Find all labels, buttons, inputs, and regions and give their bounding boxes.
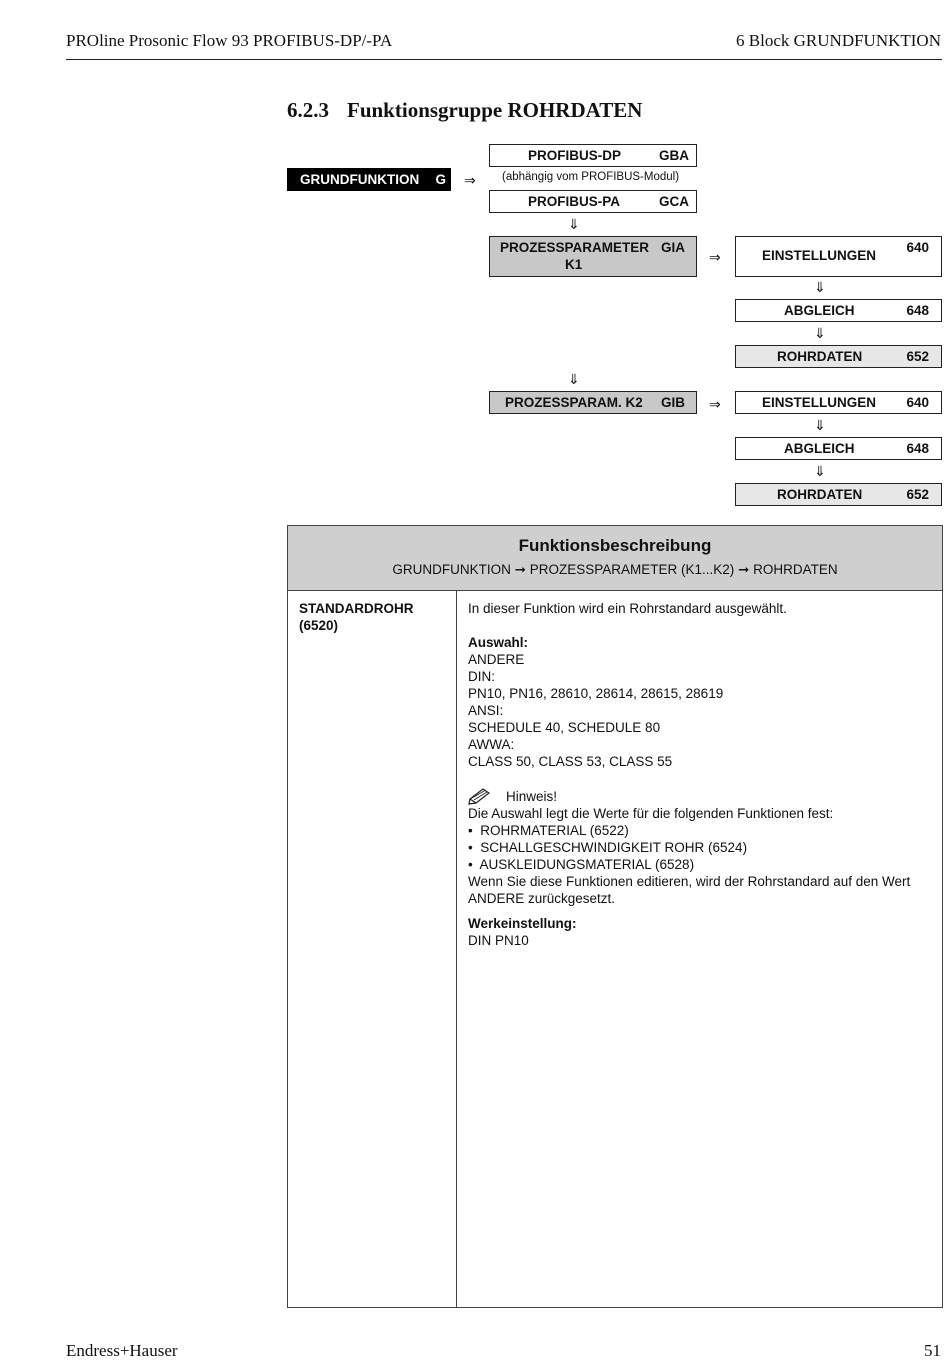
box-code: GBA (659, 148, 689, 163)
box-label: ABGLEICH (784, 303, 855, 318)
section-title-text: Funktionsgruppe ROHRDATEN (347, 98, 643, 122)
arrow-right-icon: ⇒ (464, 172, 476, 188)
arrow-down-icon: ⇓ (814, 463, 826, 479)
footer-brand: Endress+Hauser (66, 1341, 178, 1360)
box-label: ABGLEICH (784, 441, 855, 456)
box-code: 648 (906, 441, 929, 456)
box-code: GIB (660, 395, 685, 410)
running-header-right: 6 Block GRUNDFUNKTION (736, 31, 941, 50)
selection-line: DIN: (468, 669, 495, 684)
grundfunktion-box[interactable] (287, 168, 451, 191)
k1-rohrdaten-box[interactable] (735, 345, 942, 368)
default-value: DIN PN10 (468, 933, 529, 948)
profibus-module-note: (abhängig vom PROFIBUS-Modul) (502, 171, 680, 183)
menu-path: GRUNDFUNKTION ➞ PROZESSPARAMETER (K1...K2) ➞ ROHRDATEN (392, 562, 838, 577)
profibus-pa-box[interactable] (489, 190, 697, 213)
arrow-right-icon: ⇒ (709, 249, 721, 265)
arrow-down-icon: ⇓ (814, 325, 826, 341)
arrow-down-icon: ⇓ (814, 279, 826, 295)
description-intro: In dieser Funktion wird ein Rohrstandard ausgewählt. (468, 601, 787, 616)
prozessparameter-k2-box[interactable] (489, 391, 697, 414)
function-description (468, 600, 928, 949)
selection-line: CLASS 50, CLASS 53, CLASS 55 (468, 754, 673, 769)
page-number: 51 (924, 1341, 941, 1360)
arrow-down-icon: ⇓ (568, 216, 580, 232)
bullet-text: AUSKLEIDUNGSMATERIAL (6528) (479, 857, 695, 872)
hint-label: Hinweis! (506, 789, 558, 804)
arrow-right-icon: ⇒ (709, 396, 721, 412)
bullet-icon: • (468, 823, 473, 838)
bullet-text: ROHRMATERIAL (6522) (480, 823, 629, 838)
box-label: GRUNDFUNKTION (300, 172, 420, 187)
selection-line: AWWA: (468, 737, 515, 752)
function-name (299, 600, 414, 634)
box-code: GCA (659, 194, 689, 209)
arrow-down-icon: ⇓ (814, 417, 826, 433)
column-divider (456, 590, 457, 1307)
list-item (468, 856, 928, 873)
box-code: 640 (906, 395, 929, 410)
box-code: G (435, 172, 446, 187)
running-header-left: PROline Prosonic Flow 93 PROFIBUS-DP/-PA (66, 31, 393, 50)
arrow-down-icon: ⇓ (568, 371, 580, 387)
bullet-icon: • (468, 840, 473, 855)
selection-line: ANDERE (468, 652, 525, 667)
list-item (468, 839, 928, 856)
k2-einstellungen-box[interactable] (735, 391, 942, 414)
box-code: 652 (906, 487, 929, 502)
box-label: PROZESSPARAM. K2 (505, 395, 643, 410)
function-description-table (287, 525, 943, 1308)
box-label: EINSTELLUNGEN (762, 248, 877, 263)
box-code: GIA (660, 240, 685, 255)
k1-einstellungen-box[interactable] (735, 236, 942, 277)
header-rule (66, 59, 942, 60)
box-label: ROHRDATEN (777, 349, 863, 364)
hint-text: Die Auswahl legt die Werte für die folgenden Funktionen fest: (468, 806, 834, 821)
selection-line: ANSI: (468, 703, 504, 718)
box-label: PROZESSPARAMETER (500, 240, 650, 255)
section-title (287, 98, 642, 123)
box-code: 640 (906, 240, 929, 255)
selection-label: Auswahl: (468, 635, 529, 650)
hint-heading (468, 787, 928, 805)
k1-abgleich-box[interactable] (735, 299, 942, 322)
section-number: 6.2.3 (287, 98, 329, 122)
function-name-text: STANDARDROHR (299, 601, 414, 616)
box-label: ROHRDATEN (777, 487, 863, 502)
table-header (288, 526, 942, 591)
pencil-icon (468, 787, 492, 805)
function-id: (6520) (299, 618, 339, 633)
selection-line: PN10, PN16, 28610, 28614, 28615, 28619 (468, 686, 724, 701)
k2-rohrdaten-box[interactable] (735, 483, 942, 506)
box-label: PROFIBUS-PA (528, 194, 621, 209)
bullet-icon: • (468, 857, 473, 872)
box-label: PROFIBUS-DP (528, 148, 622, 163)
table-heading: Funktionsbeschreibung (518, 536, 712, 555)
prozessparameter-k1-box[interactable] (489, 236, 697, 277)
box-code: 648 (906, 303, 929, 318)
default-label: Werkeinstellung: (468, 916, 577, 931)
box-label: EINSTELLUNGEN (762, 395, 877, 410)
box-code: 652 (906, 349, 929, 364)
k2-abgleich-box[interactable] (735, 437, 942, 460)
profibus-dp-box[interactable] (489, 144, 697, 167)
box-label-line2: K1 (565, 257, 583, 272)
selection-line: SCHEDULE 40, SCHEDULE 80 (468, 720, 661, 735)
bullet-text: SCHALLGESCHWINDIGKEIT ROHR (6524) (480, 840, 748, 855)
list-item (468, 822, 928, 839)
after-text: Wenn Sie diese Funktionen editieren, wird der Rohrstandard auf den Wert ANDERE zurückgesetzt. (468, 874, 911, 906)
